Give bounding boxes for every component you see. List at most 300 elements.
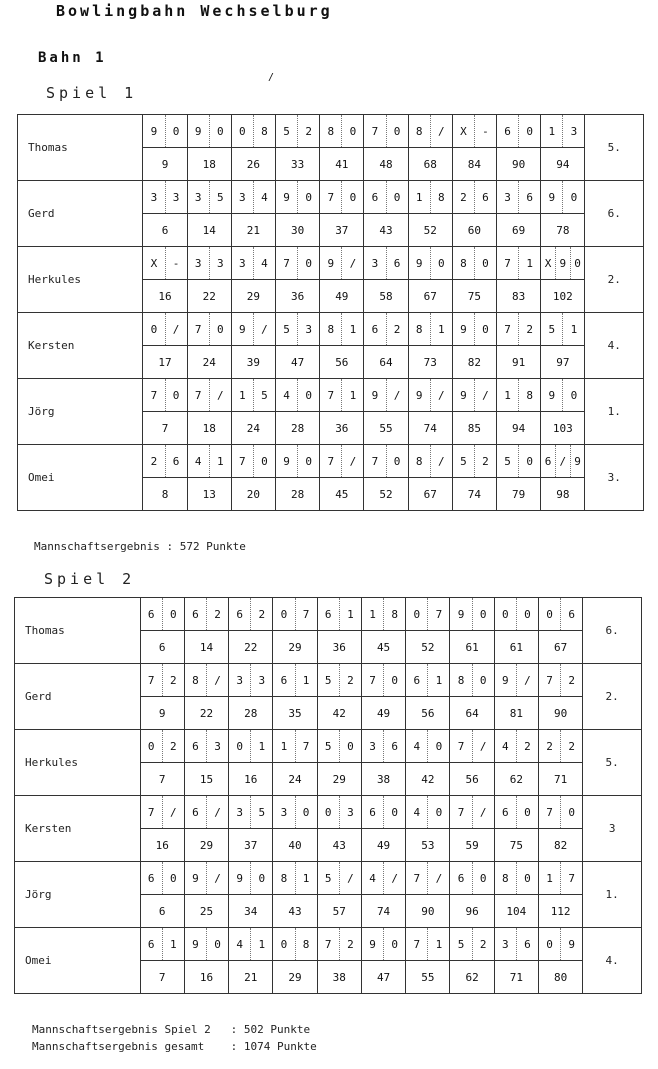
- throw-value: /: [165, 313, 187, 345]
- throw-value: 0: [206, 928, 228, 960]
- cumulative-score: 56: [450, 763, 494, 796]
- throw-value: 4: [236, 937, 244, 951]
- throw-value: 0: [383, 796, 405, 828]
- frame-throws: [406, 796, 450, 829]
- cumulative-score: 69: [497, 214, 541, 247]
- cumulative-score: 90: [406, 895, 450, 928]
- throw-value: -: [165, 247, 187, 279]
- throw-value: 0: [518, 445, 540, 477]
- throw-value: 9: [236, 871, 244, 885]
- throw-value: 0: [386, 445, 408, 477]
- frame-throws: [229, 928, 273, 961]
- frame-throws: [143, 181, 187, 214]
- throw-value: 0: [250, 862, 272, 894]
- throw-value: 9: [192, 871, 199, 885]
- throw-value: 1: [162, 928, 184, 960]
- frame-throws: [364, 445, 408, 478]
- cumulative-score: 18: [187, 412, 231, 445]
- throw-value: 9: [192, 937, 199, 951]
- player-rank: 3: [583, 796, 642, 862]
- cumulative-score: 73: [408, 346, 452, 379]
- throw-value: 7: [413, 937, 421, 951]
- throw-value: 2: [339, 664, 361, 696]
- throw-value: 8: [327, 124, 335, 138]
- cumulative-score: 49: [361, 829, 405, 862]
- throw-value: 9: [415, 388, 423, 402]
- frame-throws: [541, 181, 585, 214]
- frame-throws: [452, 379, 496, 412]
- cumulative-score: 6: [140, 631, 184, 664]
- frame-throws: [452, 313, 496, 346]
- cumulative-score: 25: [184, 895, 228, 928]
- throw-value: 3: [280, 805, 288, 819]
- throw-value: 0: [427, 730, 449, 762]
- throw-value: 3: [504, 190, 511, 204]
- throw-value: 4: [253, 181, 275, 213]
- throw-value: 2: [546, 739, 553, 753]
- throw-value: 2: [460, 190, 467, 204]
- cumulative-score: 52: [364, 478, 408, 511]
- cumulative-score: 29: [273, 631, 317, 664]
- throw-value: 3: [206, 730, 228, 762]
- cumulative-score: 37: [229, 829, 273, 862]
- frame-throws: [361, 928, 405, 961]
- frame-throws: [273, 796, 317, 829]
- team-total-result: Mannschaftsergebnis gesamt : 1074 Punkte: [32, 1040, 317, 1053]
- throw-value: /: [206, 796, 228, 828]
- frame-throws: [497, 313, 541, 346]
- throw-value: 9: [327, 256, 335, 270]
- cumulative-score: 52: [408, 214, 452, 247]
- player-name: Jörg: [18, 379, 143, 445]
- cumulative-score: 16: [184, 961, 228, 994]
- throw-value: 3: [236, 673, 244, 687]
- throw-value: 6: [474, 181, 496, 213]
- frame-throws: [408, 313, 452, 346]
- throw-value: 1: [341, 313, 363, 345]
- throw-value: -: [474, 115, 496, 147]
- cumulative-score: 13: [187, 478, 231, 511]
- throw-value: 0: [472, 862, 494, 894]
- throw-value: 0: [562, 379, 584, 411]
- player-row: [18, 379, 644, 412]
- cumulative-score: 67: [408, 478, 452, 511]
- cumulative-score: 8: [143, 478, 187, 511]
- throw-value: 3: [297, 313, 319, 345]
- cumulative-score: 29: [184, 829, 228, 862]
- throw-value: 9: [369, 937, 376, 951]
- frame-throws: [361, 664, 405, 697]
- frame-throws: [497, 247, 541, 280]
- cumulative-score: 59: [450, 829, 494, 862]
- player-name: Omei: [18, 445, 143, 511]
- frame-throws: [276, 445, 320, 478]
- player-row: [15, 862, 642, 895]
- throw-value: 7: [560, 862, 582, 894]
- cumulative-score: 38: [317, 961, 361, 994]
- throw-value: 0: [341, 115, 363, 147]
- cumulative-score: 45: [361, 631, 405, 664]
- throw-value: /: [430, 445, 452, 477]
- throw-value: 5: [209, 181, 231, 213]
- cumulative-score: 90: [539, 697, 583, 730]
- page-title: Bowlingbahn Wechselburg: [56, 2, 333, 20]
- cumulative-score: 39: [231, 346, 275, 379]
- cumulative-score: 67: [539, 631, 583, 664]
- cumulative-score: 42: [406, 763, 450, 796]
- frame-throws: [497, 379, 541, 412]
- throw-value: /: [383, 862, 405, 894]
- throw-value: 2: [560, 730, 582, 762]
- frame-throws: [539, 730, 583, 763]
- throw-value: 5: [324, 739, 332, 753]
- frame-throws: [541, 115, 585, 148]
- throw-value: 6: [147, 607, 155, 621]
- frame-throws: [494, 928, 538, 961]
- cumulative-score: 85: [452, 412, 496, 445]
- frame-throws: [539, 928, 583, 961]
- cumulative-score: 22: [229, 631, 273, 664]
- throw-value: 3: [339, 796, 361, 828]
- frame-throws: [541, 247, 585, 280]
- throw-value: 0: [209, 313, 231, 345]
- throw-value: 1: [295, 862, 317, 894]
- player-rank: 6.: [585, 181, 644, 247]
- throw-value: 0: [386, 181, 408, 213]
- frame-throws: [184, 862, 228, 895]
- throw-value: 7: [457, 739, 465, 753]
- throw-value: 9: [501, 673, 509, 687]
- throw-value: 5: [548, 322, 556, 336]
- throw-value: 2: [150, 454, 158, 468]
- throw-value: 3: [209, 247, 231, 279]
- throw-value: 1: [430, 313, 452, 345]
- cumulative-score: 18: [187, 148, 231, 181]
- throw-value: /: [474, 379, 496, 411]
- throw-value: 0: [472, 598, 494, 630]
- frame-throws: [452, 247, 496, 280]
- throw-value: /: [427, 862, 449, 894]
- throw-value: 9: [283, 454, 290, 468]
- throw-value: 0: [562, 181, 584, 213]
- throw-value: 7: [413, 871, 421, 885]
- player-row: [18, 247, 644, 280]
- frame-throws: [273, 598, 317, 631]
- cumulative-score: 78: [541, 214, 585, 247]
- cumulative-score: 15: [184, 763, 228, 796]
- throw-value: 6: [280, 673, 288, 687]
- throw-value: 7: [371, 454, 379, 468]
- lane-heading: Bahn 1: [38, 50, 107, 66]
- cumulative-score: 91: [497, 346, 541, 379]
- throw-value: 6: [165, 445, 187, 477]
- throw-value: 1: [427, 928, 449, 960]
- cumulative-score: 36: [276, 280, 320, 313]
- frame-throws: [364, 115, 408, 148]
- throw-value: 7: [546, 673, 553, 687]
- frame-throws: [450, 598, 494, 631]
- frame-throws: [273, 664, 317, 697]
- frame-throws: [187, 181, 231, 214]
- throw-value: 5: [460, 454, 467, 468]
- frame-throws: [187, 247, 231, 280]
- frame-throws: [452, 181, 496, 214]
- cumulative-score: 74: [361, 895, 405, 928]
- frame-throws: [497, 181, 541, 214]
- frame-throws: [361, 730, 405, 763]
- cumulative-score: 64: [450, 697, 494, 730]
- throw-value: 1: [341, 379, 363, 411]
- stray-mark: /: [268, 72, 275, 83]
- frame-throws: [364, 379, 408, 412]
- throw-value: 1: [239, 388, 246, 402]
- throw-value: 2: [297, 115, 319, 147]
- frame-throws: [494, 730, 538, 763]
- throw-value: 3: [165, 181, 187, 213]
- throw-value: 6: [383, 730, 405, 762]
- throw-value: 8: [295, 928, 317, 960]
- throw-value: 3: [236, 805, 244, 819]
- player-rank: 1.: [585, 379, 644, 445]
- throw-value: 0: [546, 607, 553, 621]
- throw-value: /: [555, 445, 570, 477]
- throw-value: 7: [239, 454, 246, 468]
- throw-value: 0: [383, 928, 405, 960]
- throw-value: 9: [194, 124, 202, 138]
- player-name: Gerd: [18, 181, 143, 247]
- throw-value: 5: [504, 454, 511, 468]
- throw-value: 7: [295, 730, 317, 762]
- cumulative-score: 7: [140, 961, 184, 994]
- cumulative-score: 43: [273, 895, 317, 928]
- frame-throws: [497, 115, 541, 148]
- frame-throws: [143, 115, 187, 148]
- throw-value: 3: [250, 664, 272, 696]
- throw-value: 1: [427, 664, 449, 696]
- cumulative-score: 17: [143, 346, 187, 379]
- throw-value: 0: [165, 115, 187, 147]
- throw-value: 7: [327, 454, 335, 468]
- throw-value: 2: [560, 664, 582, 696]
- throw-value: 8: [457, 673, 465, 687]
- frame-throws: [231, 379, 275, 412]
- game-2-title: Spiel 2: [44, 570, 136, 588]
- throw-value: 8: [430, 181, 452, 213]
- throw-value: 7: [427, 598, 449, 630]
- player-rank: 2.: [585, 247, 644, 313]
- player-row: [15, 730, 642, 763]
- frame-throws: [320, 181, 364, 214]
- frame-throws: [320, 379, 364, 412]
- frame-throws: [231, 445, 275, 478]
- frame-throws: [276, 115, 320, 148]
- throw-value: 6: [369, 805, 376, 819]
- frame-throws: [494, 796, 538, 829]
- throw-value: 2: [162, 730, 184, 762]
- throw-value: 4: [253, 247, 275, 279]
- cumulative-score: 82: [539, 829, 583, 862]
- throw-value: 7: [283, 256, 290, 270]
- cumulative-score: 7: [140, 763, 184, 796]
- cumulative-score: 40: [273, 829, 317, 862]
- throw-value: 3: [501, 937, 509, 951]
- cumulative-score: 53: [406, 829, 450, 862]
- throw-value: 8: [253, 115, 275, 147]
- throw-value: 6: [504, 124, 511, 138]
- cumulative-score: 38: [361, 763, 405, 796]
- cumulative-score: 62: [450, 961, 494, 994]
- cumulative-score: 74: [452, 478, 496, 511]
- throw-value: 0: [413, 607, 421, 621]
- frame-throws: [406, 730, 450, 763]
- throw-value: 4: [413, 739, 421, 753]
- frame-throws: [317, 796, 361, 829]
- throw-value: 6: [147, 871, 155, 885]
- throw-value: 8: [280, 871, 288, 885]
- throw-value: 6: [560, 598, 582, 630]
- frame-throws: [364, 247, 408, 280]
- player-row: [18, 313, 644, 346]
- frame-throws: [143, 247, 187, 280]
- cumulative-score: 37: [320, 214, 364, 247]
- throw-value: 0: [474, 313, 496, 345]
- throw-value: 6: [518, 181, 540, 213]
- throw-value: 2: [518, 313, 540, 345]
- throw-value: 0: [430, 247, 452, 279]
- throw-value: 3: [369, 739, 376, 753]
- cumulative-score: 94: [541, 148, 585, 181]
- frame-throws: [361, 598, 405, 631]
- cumulative-score: 29: [273, 961, 317, 994]
- player-rank: 6.: [583, 598, 642, 664]
- throw-value: 3: [239, 256, 246, 270]
- cumulative-score: 56: [320, 346, 364, 379]
- throw-value: 6: [147, 937, 155, 951]
- throw-value: 7: [327, 388, 335, 402]
- throw-value: 0: [165, 379, 187, 411]
- frame-throws: [539, 796, 583, 829]
- cumulative-score: 55: [364, 412, 408, 445]
- cumulative-score: 6: [140, 895, 184, 928]
- throw-value: 1: [546, 871, 553, 885]
- player-rank: 5.: [585, 115, 644, 181]
- throw-value: 6: [371, 322, 379, 336]
- frame-throws: [229, 664, 273, 697]
- frame-throws: [541, 379, 585, 412]
- player-name: Herkules: [18, 247, 143, 313]
- throw-value: 4: [413, 805, 421, 819]
- throw-value: 9: [555, 247, 570, 279]
- player-rank: 1.: [583, 862, 642, 928]
- throw-value: 3: [562, 115, 584, 147]
- throw-value: 0: [474, 247, 496, 279]
- throw-value: 9: [415, 256, 423, 270]
- throw-value: /: [206, 664, 228, 696]
- throw-value: 5: [457, 937, 465, 951]
- cumulative-score: 61: [450, 631, 494, 664]
- throw-value: /: [430, 115, 452, 147]
- frame-throws: [229, 598, 273, 631]
- throw-value: 8: [327, 322, 335, 336]
- cumulative-score: 28: [276, 412, 320, 445]
- player-name: Kersten: [15, 796, 141, 862]
- throw-value: 5: [324, 673, 332, 687]
- frame-throws: [143, 313, 187, 346]
- throw-value: 2: [472, 928, 494, 960]
- frame-throws: [406, 664, 450, 697]
- throw-value: 6: [192, 607, 199, 621]
- throw-value: 3: [371, 256, 379, 270]
- throw-value: 0: [239, 124, 246, 138]
- throw-value: 1: [562, 313, 584, 345]
- frame-throws: [231, 115, 275, 148]
- frame-throws: [494, 664, 538, 697]
- throw-value: /: [253, 313, 275, 345]
- frame-throws: [539, 862, 583, 895]
- frame-throws: [450, 664, 494, 697]
- frame-throws: [320, 313, 364, 346]
- throw-value: 0: [280, 607, 288, 621]
- cumulative-score: 62: [494, 763, 538, 796]
- throw-value: 9: [548, 388, 556, 402]
- frame-throws: [231, 181, 275, 214]
- player-rank: 3.: [585, 445, 644, 511]
- throw-value: 7: [504, 256, 511, 270]
- throw-value: 5: [253, 379, 275, 411]
- frame-throws: [187, 445, 231, 478]
- cumulative-score: 49: [320, 280, 364, 313]
- player-rank: 2.: [583, 664, 642, 730]
- throw-value: 4: [369, 871, 376, 885]
- frame-throws: [541, 445, 585, 478]
- player-row: [15, 664, 642, 697]
- cumulative-score: 75: [452, 280, 496, 313]
- throw-value: 0: [516, 598, 538, 630]
- throw-value: 7: [295, 598, 317, 630]
- frame-throws: [406, 598, 450, 631]
- frame-throws: [452, 445, 496, 478]
- throw-value: 0: [386, 115, 408, 147]
- frame-throws: [276, 181, 320, 214]
- throw-value: 1: [250, 928, 272, 960]
- cumulative-score: 98: [541, 478, 585, 511]
- throw-value: 2: [250, 598, 272, 630]
- player-name: Jörg: [15, 862, 141, 928]
- throw-value: /: [430, 379, 452, 411]
- throw-value: 0: [147, 739, 155, 753]
- throw-value: 0: [297, 181, 319, 213]
- cumulative-score: 74: [408, 412, 452, 445]
- cumulative-score: 102: [541, 280, 585, 313]
- cumulative-score: 14: [187, 214, 231, 247]
- game-2-score-table: [14, 597, 642, 994]
- frame-throws: [497, 445, 541, 478]
- throw-value: 2: [206, 598, 228, 630]
- throw-value: 9: [460, 322, 467, 336]
- throw-value: 6: [457, 871, 465, 885]
- frame-throws: [361, 862, 405, 895]
- throw-value: 1: [548, 124, 556, 138]
- player-row: [18, 181, 644, 214]
- cumulative-score: 36: [317, 631, 361, 664]
- player-row: [18, 115, 644, 148]
- cumulative-score: 83: [497, 280, 541, 313]
- throw-value: /: [516, 664, 538, 696]
- frame-throws: [184, 598, 228, 631]
- frame-throws: [140, 664, 184, 697]
- throw-value: 0: [339, 730, 361, 762]
- cumulative-score: 94: [497, 412, 541, 445]
